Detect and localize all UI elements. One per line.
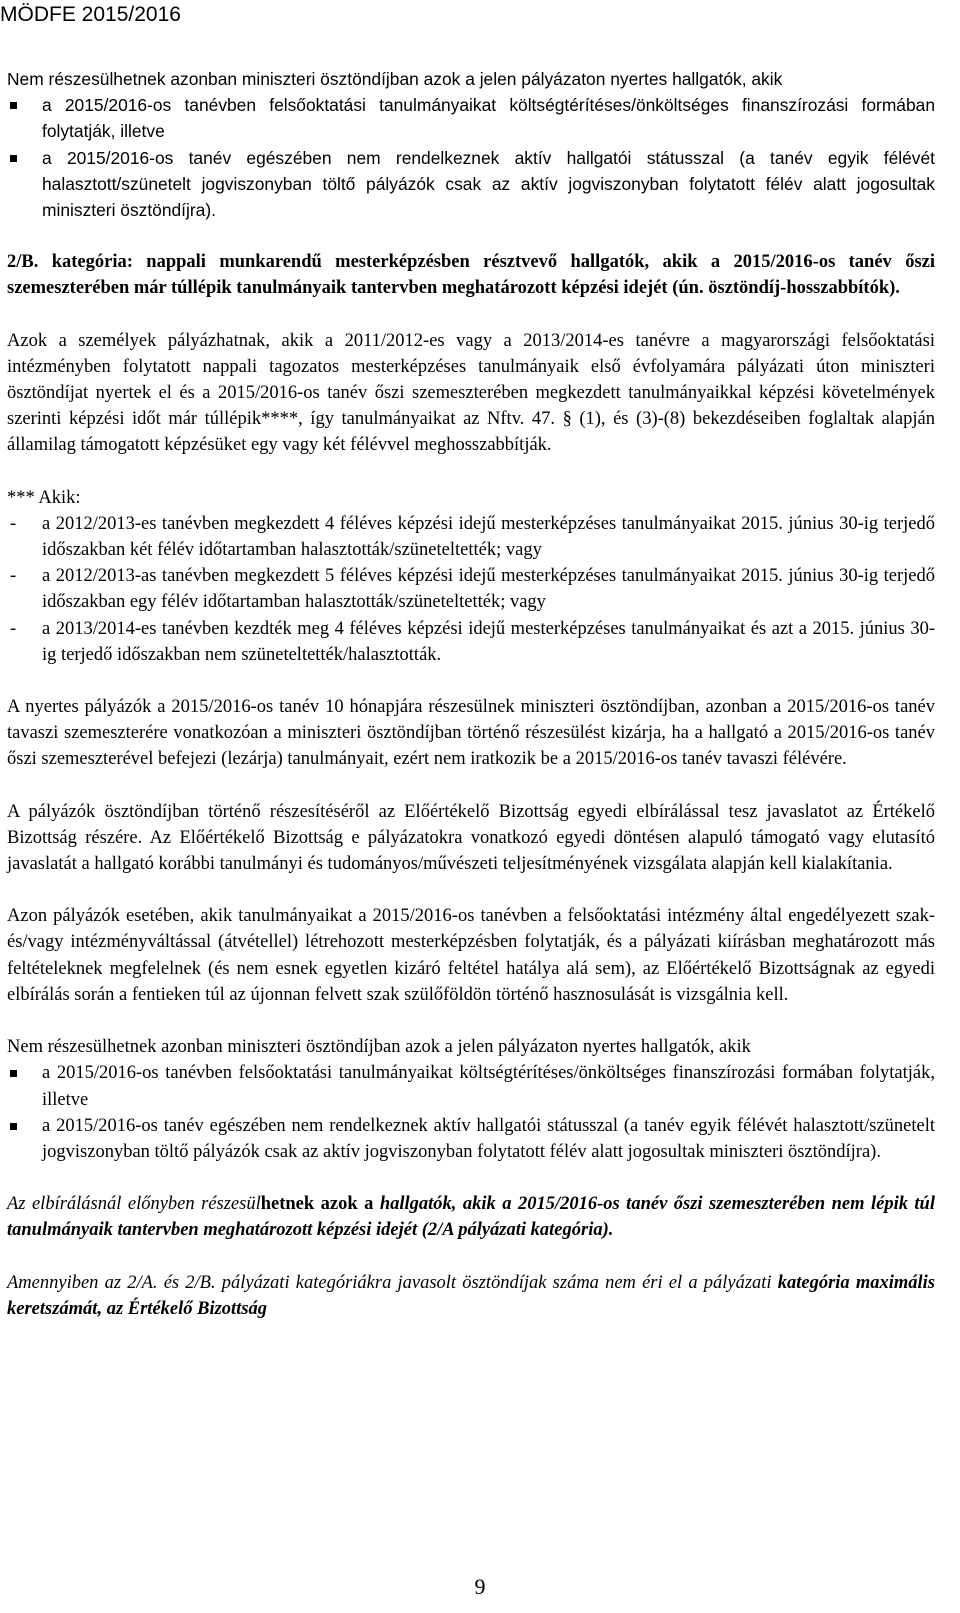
exclusion-section-top: [7, 66, 935, 223]
closing-part: kategória maximális keretszámát, az Értékelő Bizottság: [7, 1272, 935, 1319]
akik-label: *** Akik:: [7, 487, 81, 508]
priority-paragraph: [7, 1191, 935, 1243]
eligibility-paragraph: Azok a személyek pályázhatnak, akik a 2011/2012-es vagy a 2013/2014-es tanévre a magyarországi felsőoktatási intézményben folytatott nappali tagozatos mesterképzéses tanulmányaik első évfolyamára pályázati úton miniszteri ösztöndíjat nyertek el és a 2015/2016-os tanév őszi szemeszterében megkezdett tanulmányaikkal képzési követelmények szerinti képzési időt már túllépik****, így tanulmányaikat az Nftv. 47. § (1), és (3)-(8) bekezdéseiben foglaltak alapján államilag támogatott képzésüket egy vagy két félévvel meghosszabbítják.: [7, 330, 935, 456]
committee-paragraph: A pályázók ösztöndíjban történő részesítéséről az Előértékelő Bizottság egyedi elbírálással tesz javaslatot az Értékelő Bizottság részére. Az Előértékelő Bizottság e pályázatokra vonatkozó egyedi döntésen alapuló támogató vagy elutasító javaslatát a hallgató korábbi tanulmányi és tudományos/művészeti teljesítményének vizsgálata alapján kell kialakítania.: [7, 801, 935, 875]
transfer-paragraph: Azon pályázók esetében, akik tanulmányaikat a 2015/2016-os tanévben a felsőoktatási intézmény által engedélyezett szak- és/vagy intézményváltással (átvétellel) létrehozott mesterképzésben folytatják, és a pályázati kiírásban meghatározott más feltételeknek megfelelnek (és nem esnek egyetlen kizáró feltétel hatálya alá sem), az Előértékelő Bizottságnak az egyedi elbírálás során a fentieken túl az újonnan felvett szak szülőföldön történő hasznosulását is vizsgálnia kell.: [7, 906, 935, 1005]
closing-block: [7, 1270, 935, 1322]
eligibility-block: [7, 328, 935, 459]
closing-part: Amennyiben az 2/A. és 2/B. pályázati kategóriákra javasolt ösztöndíjak száma nem éri el a pályázati: [7, 1272, 778, 1293]
header-title: MÖDFE 2015/2016: [0, 3, 181, 26]
exclusion-item: a 2015/2016-os tanév egészében nem rendelkeznek aktív hallgatói státusszal (a tanév egyik félévét halasztott/szünetelt jogviszonyban töltő pályázók csak az aktív jogviszonyban folytatott félév alatt jogosultak miniszteri ösztöndíjra).: [7, 145, 935, 224]
exclusion-section-bottom: [7, 1034, 935, 1165]
exclusion-intro: Nem részesülhetnek azonban miniszteri ösztöndíjban azok a jelen pályázaton nyertes hallgatók, akik: [7, 1037, 751, 1058]
akik-block: [7, 485, 935, 668]
document-header: [0, 0, 960, 34]
winners-paragraph: A nyertes pályázók a 2015/2016-os tanév 10 hónapjára részesülnek miniszteri ösztöndíjban, azonban a 2015/2016-os tanév tavaszi szemeszterére vonatkozóan a miniszteri ösztöndíjban történő részesülést kizárja, ha a hallgató a 2015/2016-os tanév őszi szemeszterével befejezi (lezárja) tanulmányait, ezért nem iratkozik be a 2015/2016-os tanév tavaszi félévére.: [7, 697, 935, 770]
exclusion-item: a 2015/2016-os tanév egészében nem rendelkeznek aktív hallgatói státusszal (a tanév egyik félévét halasztott/szünetelt jogviszonyban töltő pályázók csak az aktív jogviszonyban folytatott félév alatt jogosultak miniszteri ösztöndíjra).: [7, 1113, 935, 1165]
exclusion-item: a 2015/2016-os tanévben felsőoktatási tanulmányaikat költségtérítéses/önköltséges finanszírozási formában folytatják, illetve: [7, 1060, 935, 1112]
page-body: [7, 66, 935, 1348]
exclusion-item: a 2015/2016-os tanévben felsőoktatási tanulmányaikat költségtérítéses/önköltséges finanszírozási formában folytatják, illetve: [7, 92, 935, 144]
exclusion-list: [7, 92, 935, 223]
committee-block: [7, 799, 935, 878]
category-heading-block: [7, 249, 935, 301]
closing-paragraph: [7, 1270, 935, 1322]
category-heading: 2/B. kategória: nappali munkarendű mesterképzésben résztvevő hallgatók, akik a 2015/2016-os tanév őszi szemeszterében már túllépik tanulmányaik tantervben meghatározott képzési idejét (ún. ösztöndíj-hosszabbítók).: [7, 252, 935, 299]
priority-block: [7, 1191, 935, 1243]
akik-item: - a 2012/2013-es tanévben megkezdett 4 féléves képzési idejű mesterképzéses tanulmányaikat 2015. június 30-ig terjedő időszakban két félév időtartamban halasztották/szüneteltették; vagy: [7, 511, 935, 563]
winners-block: [7, 694, 935, 773]
priority-part: hetnek azok a: [260, 1194, 380, 1215]
akik-item: - a 2013/2014-es tanévben kezdték meg 4 féléves képzési idejű mesterképzéses tanulmányaikat és azt a 2015. június 30-ig terjedő időszakban nem szüneteltették/halasztották.: [7, 616, 935, 668]
akik-list: [7, 511, 935, 668]
transfer-block: [7, 903, 935, 1008]
akik-item: - a 2012/2013-as tanévben megkezdett 5 féléves képzési idejű mesterképzéses tanulmányaikat 2015. június 30-ig terjedő időszakban egy félév időtartamban halasztották/szüneteltették; vagy: [7, 563, 935, 615]
priority-part: hallgatók, akik a 2015/2016-os tanév őszi szemeszterében nem lépik túl tanulmányaik tantervben meghatározott képzési idejét (2/A pályázati kategória).: [7, 1194, 935, 1241]
exclusion-intro: Nem részesülhetnek azonban miniszteri ösztöndíjban azok a jelen pályázaton nyertes hallgatók, akik: [7, 69, 783, 89]
exclusion-list: [7, 1060, 935, 1165]
priority-part: Az elbírálásnál előnyben részesül: [7, 1194, 261, 1215]
page-number: 9: [474, 1574, 486, 1599]
